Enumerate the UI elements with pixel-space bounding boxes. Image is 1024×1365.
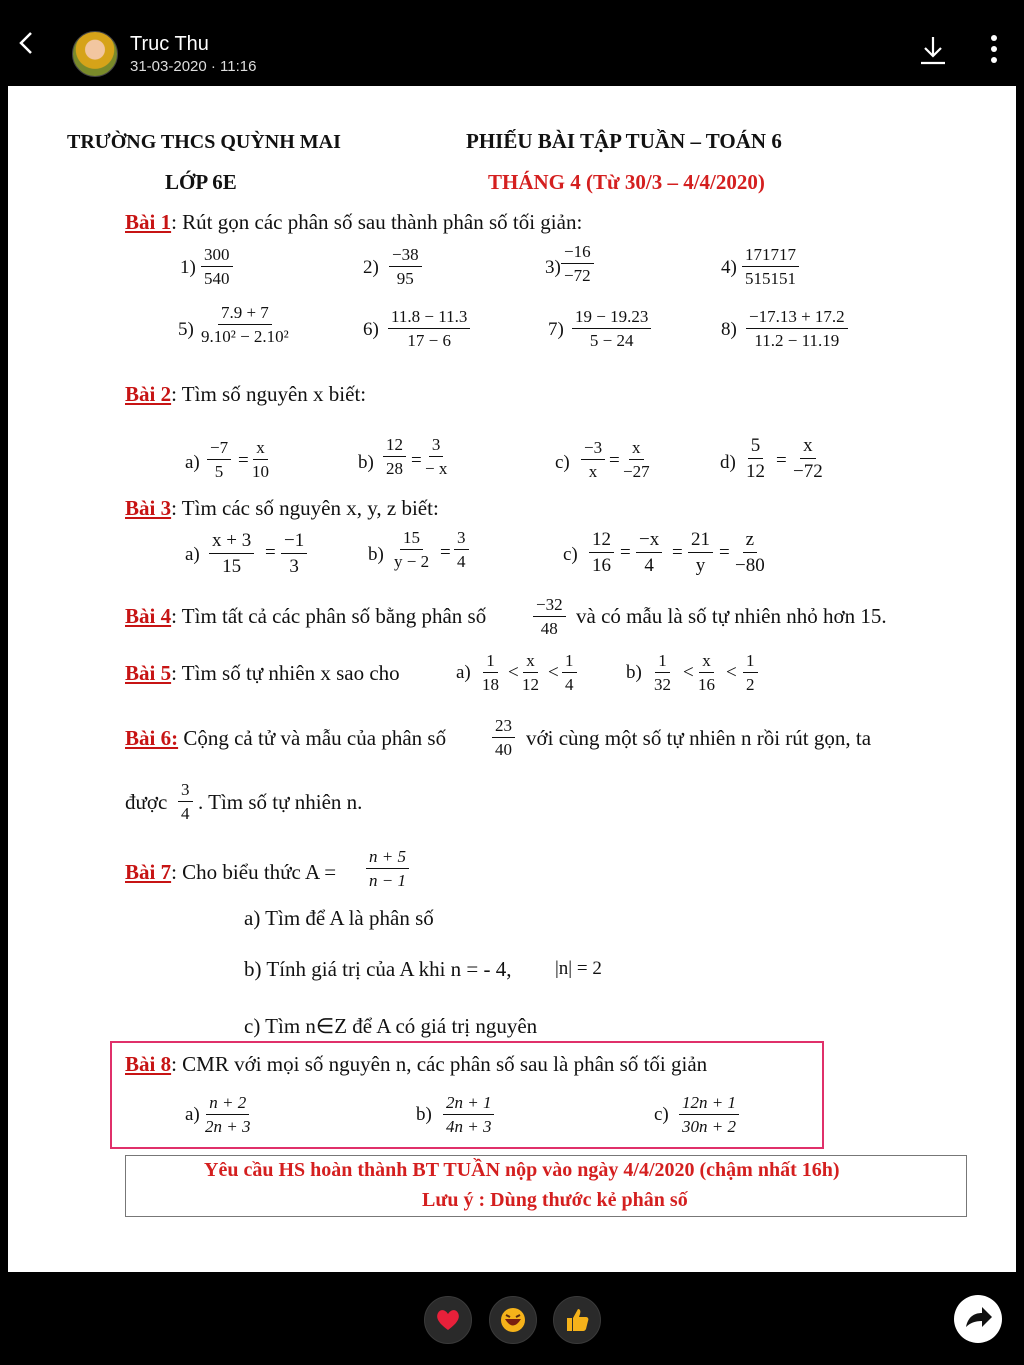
fraction-numerator: 171717: [742, 246, 799, 267]
b5-fraction: [698, 652, 715, 693]
fraction-numerator: 3: [429, 436, 444, 457]
fraction-numerator: 1: [655, 652, 670, 673]
b1-fraction: [389, 246, 422, 287]
fraction-denominator: −27: [623, 462, 650, 481]
b3-fraction: [454, 529, 469, 570]
exercise-3-text: : Tìm các số nguyên x, y, z biết:: [171, 496, 439, 520]
exercise-5-text: : Tìm số tự nhiên x sao cho: [171, 661, 400, 685]
fraction-denominator: 28: [386, 459, 403, 478]
fraction-numerator: −3: [581, 439, 605, 460]
fraction-denominator: −72: [564, 266, 591, 285]
equals-sign: =: [609, 450, 620, 471]
fraction-denominator: 95: [396, 269, 414, 288]
b2-fraction: [383, 436, 406, 477]
b2-fraction: [252, 439, 269, 480]
exercise-7a: a) Tìm để A là phân số: [244, 906, 434, 930]
b1-index: 6): [363, 319, 379, 340]
avatar[interactable]: [72, 31, 118, 77]
fraction-denominator: 4n + 3: [446, 1117, 492, 1136]
b8-fraction: [443, 1094, 494, 1135]
exercise-3-heading: [125, 498, 439, 519]
exercise-7b-abs: |n| = 2: [555, 958, 602, 979]
fraction-numerator: 1: [743, 652, 758, 673]
less-than-sign: <: [726, 662, 737, 683]
fraction-denominator: 4: [181, 804, 190, 823]
fraction-numerator: z: [743, 530, 757, 553]
fraction-denominator: 9.10² − 2.10²: [201, 327, 289, 346]
b8-index: a): [185, 1104, 200, 1125]
b1-index: 7): [548, 319, 564, 340]
exercise-2-text: : Tìm số nguyên x biết:: [171, 382, 367, 406]
equals-sign: =: [265, 542, 276, 563]
school-name: TRƯỜNG THCS QUỲNH MAI: [67, 131, 341, 153]
exercise-3-label: Bài 3: [125, 496, 172, 520]
b5-index: b): [626, 662, 642, 683]
fraction-numerator: −x: [636, 530, 662, 553]
exercise-1-heading: [125, 212, 582, 233]
fraction-denominator: 4: [457, 552, 466, 571]
b6-fraction: [178, 781, 193, 822]
equals-sign: =: [719, 542, 730, 563]
b1-index: 1): [180, 257, 196, 278]
b2-index: c): [555, 452, 570, 473]
b3-fraction: [281, 531, 307, 576]
b3-index: a): [185, 544, 200, 565]
b5-fraction: [522, 652, 539, 693]
fraction-numerator: 1: [483, 652, 498, 673]
b3-index: c): [563, 544, 578, 565]
fraction-numerator: 19 − 19.23: [572, 308, 651, 329]
b3-index: b): [368, 544, 384, 565]
heart-icon[interactable]: [424, 1296, 472, 1344]
fraction-numerator: −17.13 + 17.2: [746, 308, 848, 329]
b3-fraction: [688, 530, 713, 575]
b6-fraction: [492, 717, 515, 758]
b3-fraction: [589, 530, 614, 575]
fraction-denominator: 4: [565, 675, 574, 694]
b8-index: b): [416, 1104, 432, 1125]
fraction-denominator: 16: [698, 675, 715, 694]
post-time: 31-03-2020 · 11:16: [130, 58, 257, 75]
fraction-numerator: 5: [748, 436, 764, 459]
fraction-numerator: 21: [688, 530, 713, 553]
exercise-1-text: : Rút gọn các phân số sau thành phân số tối giản:: [171, 210, 583, 234]
fraction-denominator: 5: [214, 462, 224, 481]
exercise-4-heading: [125, 606, 486, 627]
less-than-sign: <: [548, 662, 559, 683]
note-line-2: Lưu ý : Dùng thước kẻ phân số: [422, 1189, 688, 1211]
exercise-6-label: Bài 6:: [125, 726, 179, 750]
fraction-denominator: 15: [222, 556, 242, 577]
fraction-denominator: 2n + 3: [205, 1117, 251, 1136]
fraction-numerator: x + 3: [209, 531, 254, 554]
like-icon[interactable]: [553, 1296, 601, 1344]
fraction-denominator: 12: [522, 675, 539, 694]
haha-icon[interactable]: [489, 1296, 537, 1344]
b1-fraction: [746, 308, 848, 349]
note-line-1: Yêu cầu HS hoàn thành BT TUẦN nộp vào ngày 4/4/2020 (chậm nhất 16h): [204, 1159, 840, 1181]
fraction-denominator: 5 − 24: [589, 331, 634, 350]
b8-index: c): [654, 1104, 669, 1125]
worksheet-title: PHIẾU BÀI TẬP TUẦN – TOÁN 6: [466, 129, 782, 153]
less-than-sign: <: [683, 662, 694, 683]
worksheet-image[interactable]: [8, 86, 1016, 1272]
fraction-numerator: x: [629, 439, 644, 460]
fraction-denominator: 32: [654, 675, 671, 694]
b7-fraction: [366, 848, 409, 889]
fraction-denominator: 48: [540, 619, 558, 638]
b3-fraction: [636, 530, 662, 575]
fraction-denominator: −72: [793, 461, 823, 482]
fraction-denominator: x: [588, 462, 598, 481]
exercise-4-text: : Tìm tất cả các phân số bằng phân số: [171, 604, 487, 628]
class-name: LỚP 6E: [165, 170, 237, 194]
fraction-numerator: 1: [562, 652, 577, 673]
fraction-numerator: x: [699, 652, 714, 673]
b2-index: b): [358, 452, 374, 473]
b1-fraction: [201, 304, 289, 345]
fraction-numerator: 2n + 1: [443, 1094, 494, 1115]
top-bar: [0, 0, 1024, 86]
b5-fraction: [743, 652, 758, 693]
b1-fraction: [201, 246, 233, 287]
equals-sign: =: [411, 450, 422, 471]
b2-index: a): [185, 452, 200, 473]
b8-fraction: [205, 1094, 250, 1135]
fraction-denominator: 10: [252, 462, 269, 481]
month-range: THÁNG 4 (Từ 30/3 – 4/4/2020): [488, 170, 765, 194]
exercise-6-text: Cộng cả tử và mẫu của phân số: [178, 726, 447, 750]
fraction-denominator: − x: [425, 459, 448, 478]
b2-fraction: [623, 439, 650, 480]
b1-fraction: [572, 308, 651, 349]
exercise-4-text-end: và có mẫu là số tự nhiên nhỏ hơn 15.: [576, 604, 887, 628]
exercise-6-text-end: với cùng một số tự nhiên n rồi rút gọn, ta: [526, 726, 872, 750]
fraction-numerator: 3: [454, 529, 469, 550]
fraction-denominator: 40: [495, 740, 512, 759]
exercise-1-label: Bài 1: [125, 210, 172, 234]
fraction-numerator: −16: [561, 243, 594, 264]
b3-fraction: [209, 531, 254, 576]
b2-fraction: [207, 439, 231, 480]
exercise-6-line2: được: [125, 790, 168, 814]
b2-fraction: [581, 439, 605, 480]
exercise-7-text: : Cho biểu thức A =: [171, 860, 337, 884]
fraction-denominator: 2: [746, 675, 755, 694]
fraction-denominator: 540: [204, 269, 230, 288]
share-icon[interactable]: [954, 1295, 1002, 1343]
exercise-7b: b) Tính giá trị của A khi n = - 4,: [244, 957, 512, 981]
fraction-numerator: −1: [281, 531, 307, 554]
more-vertical-icon[interactable]: [986, 34, 1002, 64]
exercise-6-heading: [125, 728, 446, 749]
b1-index: 2): [363, 257, 379, 278]
fraction-denominator: 4: [644, 555, 654, 576]
fraction-numerator: −7: [207, 439, 231, 460]
fraction-numerator: 12n + 1: [679, 1094, 739, 1115]
b2-fraction: [746, 436, 765, 481]
fraction-numerator: x: [523, 652, 538, 673]
fraction-numerator: 23: [492, 717, 515, 738]
fraction-denominator: 18: [482, 675, 499, 694]
fraction-numerator: −32: [533, 596, 566, 617]
exercise-8-text: : CMR với mọi số nguyên n, các phân số sau là phân số tối giản: [171, 1052, 708, 1076]
back-chevron-icon[interactable]: [14, 30, 40, 56]
b4-fraction: [533, 596, 566, 637]
fraction-numerator: n + 2: [206, 1094, 249, 1115]
exercise-2-label: Bài 2: [125, 382, 172, 406]
b1-index: 3): [545, 257, 561, 278]
b3-fraction: [394, 529, 429, 570]
exercise-7-heading: [125, 862, 336, 883]
fraction-numerator: 7.9 + 7: [218, 304, 272, 325]
fraction-denominator: 30n + 2: [682, 1117, 736, 1136]
b1-fraction: [742, 246, 799, 287]
b5-fraction: [654, 652, 671, 693]
exercise-7-label: Bài 7: [125, 860, 172, 884]
fraction-denominator: 3: [289, 556, 299, 577]
fraction-denominator: 16: [592, 555, 611, 576]
equals-sign: =: [672, 542, 683, 563]
fraction-numerator: 3: [178, 781, 193, 802]
exercise-2-heading: [125, 384, 366, 405]
exercise-6-line2-end: . Tìm số tự nhiên n.: [198, 790, 363, 814]
fraction-numerator: 11.8 − 11.3: [388, 308, 470, 329]
exercise-4-label: Bài 4: [125, 604, 172, 628]
b1-fraction: [561, 243, 594, 284]
b1-fraction: [388, 308, 470, 349]
fraction-numerator: x: [253, 439, 268, 460]
b1-index: 4): [721, 257, 737, 278]
fraction-numerator: n + 5: [366, 848, 409, 869]
fraction-denominator: y − 2: [394, 552, 430, 571]
b3-fraction: [735, 530, 765, 575]
equals-sign: =: [776, 450, 787, 471]
b8-fraction: [679, 1094, 739, 1135]
fraction-denominator: 515151: [745, 269, 796, 288]
download-icon[interactable]: [917, 34, 949, 66]
b2-fraction: [793, 436, 823, 481]
b2-index: d): [720, 452, 736, 473]
equals-sign: =: [620, 542, 631, 563]
fraction-denominator: 11.2 − 11.19: [754, 331, 840, 350]
fraction-numerator: 300: [201, 246, 233, 267]
fraction-denominator: 12: [746, 461, 765, 482]
exercise-8-label: Bài 8: [125, 1052, 172, 1076]
exercise-5-label: Bài 5: [125, 661, 172, 685]
fraction-numerator: x: [800, 436, 816, 459]
b1-index: 8): [721, 319, 737, 340]
fraction-numerator: 12: [589, 530, 614, 553]
exercise-7c: c) Tìm n∈Z để A có giá trị nguyên: [244, 1014, 538, 1038]
fraction-numerator: 15: [400, 529, 423, 550]
less-than-sign: <: [508, 662, 519, 683]
fraction-denominator: −80: [735, 555, 765, 576]
b2-fraction: [425, 436, 447, 477]
fraction-denominator: 17 − 6: [407, 331, 451, 350]
b5-fraction: [482, 652, 499, 693]
b1-index: 5): [178, 319, 194, 340]
equals-sign: =: [440, 542, 451, 563]
exercise-8-heading: [125, 1054, 707, 1075]
fraction-denominator: n − 1: [369, 871, 406, 890]
fraction-numerator: −38: [389, 246, 422, 267]
b5-fraction: [562, 652, 577, 693]
equals-sign: =: [238, 450, 249, 471]
fraction-denominator: y: [695, 555, 706, 576]
b5-index: a): [456, 662, 471, 683]
fraction-numerator: 12: [383, 436, 406, 457]
exercise-5-heading: [125, 663, 400, 684]
user-name[interactable]: Truc Thu: [130, 33, 209, 55]
